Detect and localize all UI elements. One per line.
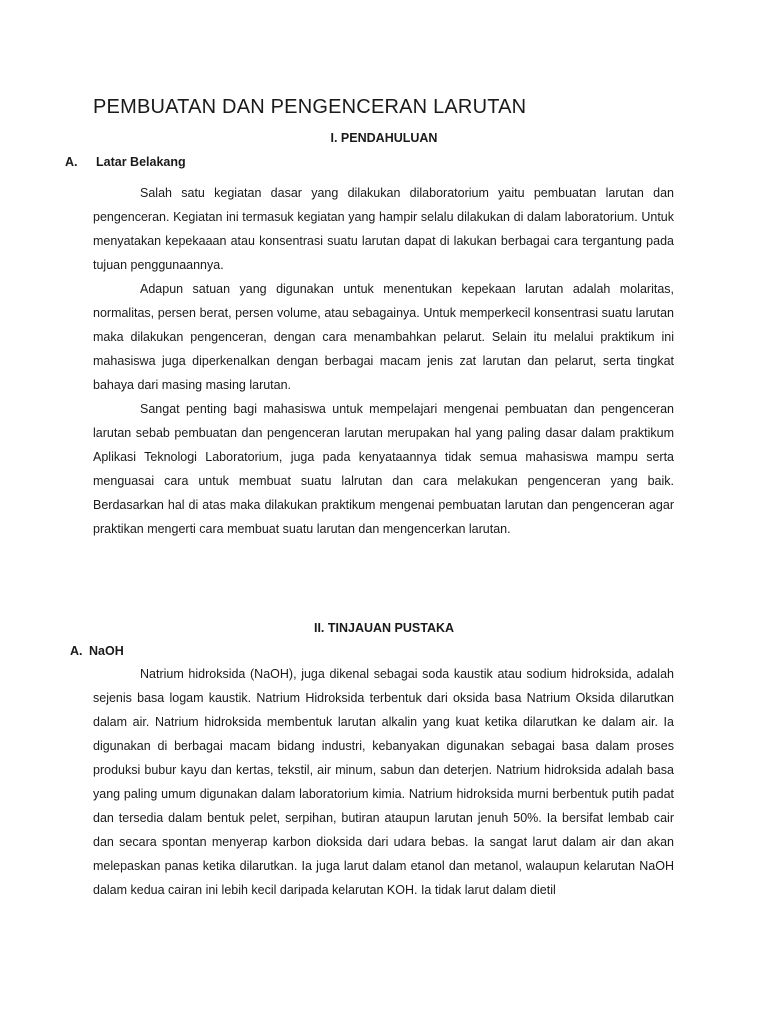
- paragraph: Sangat penting bagi mahasiswa untuk mempelajari mengenai pembuatan dan pengenceran larutan sebab pembuatan dan pengenceran larutan merupakan hal yang paling dasar dalam praktikum Aplikasi Teknologi Laboratorium, juga pada kenyataannya tidak semua mahasiswa mampu serta menguasai cara untuk membuat suatu lalrutan dan cara melakukan pengenceran yang baik. Berdasarkan hal di atas maka dilakukan praktikum mengenai pembuatan larutan dan pengenceran agar praktikan mengerti cara membuat suatu larutan dan mengencerkan larutan.: [93, 402, 674, 536]
- section-body-pendahuluan: [93, 181, 674, 541]
- paragraph: Adapun satuan yang digunakan untuk menentukan kepekaan larutan adalah molaritas, normalitas, persen berat, persen volume, atau sebagainya. Untuk memperkecil konsentrasi suatu larutan maka dilakukan pengenceran, dengan cara menambahkan pelarut. Selain itu melalui praktikum ini mahasiswa juga diperkenalkan dengan berbagai macam jenis zat larutan dan pelarut, serta tingkat bahaya dari masing masing larutan.: [93, 282, 674, 392]
- subsection-letter: A.: [65, 155, 78, 169]
- subsection-title: Latar Belakang: [96, 155, 186, 169]
- subsection-title: NaOH: [89, 644, 124, 658]
- section-body-tinjauan-pustaka: [93, 662, 674, 902]
- paragraph: Salah satu kegiatan dasar yang dilakukan dilaboratorium yaitu pembuatan larutan dan pengenceran. Kegiatan ini termasuk kegiatan yang hampir selalu dilakukan di dalam laboratorium. Untuk menyatakan kepekaaan atau konsentrasi suatu larutan dapat di lakukan berbagai cara tergantung pada tujuan penggunaannya.: [93, 186, 674, 272]
- document-title: PEMBUATAN DAN PENGENCERAN LARUTAN: [93, 96, 527, 118]
- section-heading-pendahuluan: I. PENDAHULUAN: [330, 131, 438, 145]
- subsection-heading-naoh: [70, 644, 124, 658]
- subsection-heading-latar-belakang: [65, 155, 186, 169]
- subsection-letter: A.: [70, 644, 83, 658]
- paragraph: Natrium hidroksida (NaOH), juga dikenal sebagai soda kaustik atau sodium hidroksida, adalah sejenis basa logam kaustik. Natrium Hidroksida terbentuk dari oksida basa Natrium Oksida dilarutkan dalam air. Natrium hidroksida membentuk larutan alkalin yang kuat ketika dilarutkan ke dalam air. Ia digunakan di berbagai macam bidang industri, kebanyakan digunakan sebagai basa dalam proses produksi bubur kayu dan kertas, tekstil, air minum, sabun dan deterjen. Natrium hidroksida adalah basa yang paling umum digunakan dalam laboratorium kimia. Natrium hidroksida murni berbentuk putih padat dan tersedia dalam bentuk pelet, serpihan, butiran ataupun larutan jenuh 50%. Ia bersifat lembab cair dan secara spontan menyerap karbon dioksida dari udara bebas. Ia sangat larut dalam air dan akan melepaskan panas ketika dilarutkan. Ia juga larut dalam etanol dan metanol, walaupun kelarutan NaOH dalam kedua cairan ini lebih kecil daripada kelarutan KOH. Ia tidak larut dalam dietil: [93, 667, 674, 897]
- section-heading-tinjauan-pustaka: II. TINJAUAN PUSTAKA: [313, 621, 455, 635]
